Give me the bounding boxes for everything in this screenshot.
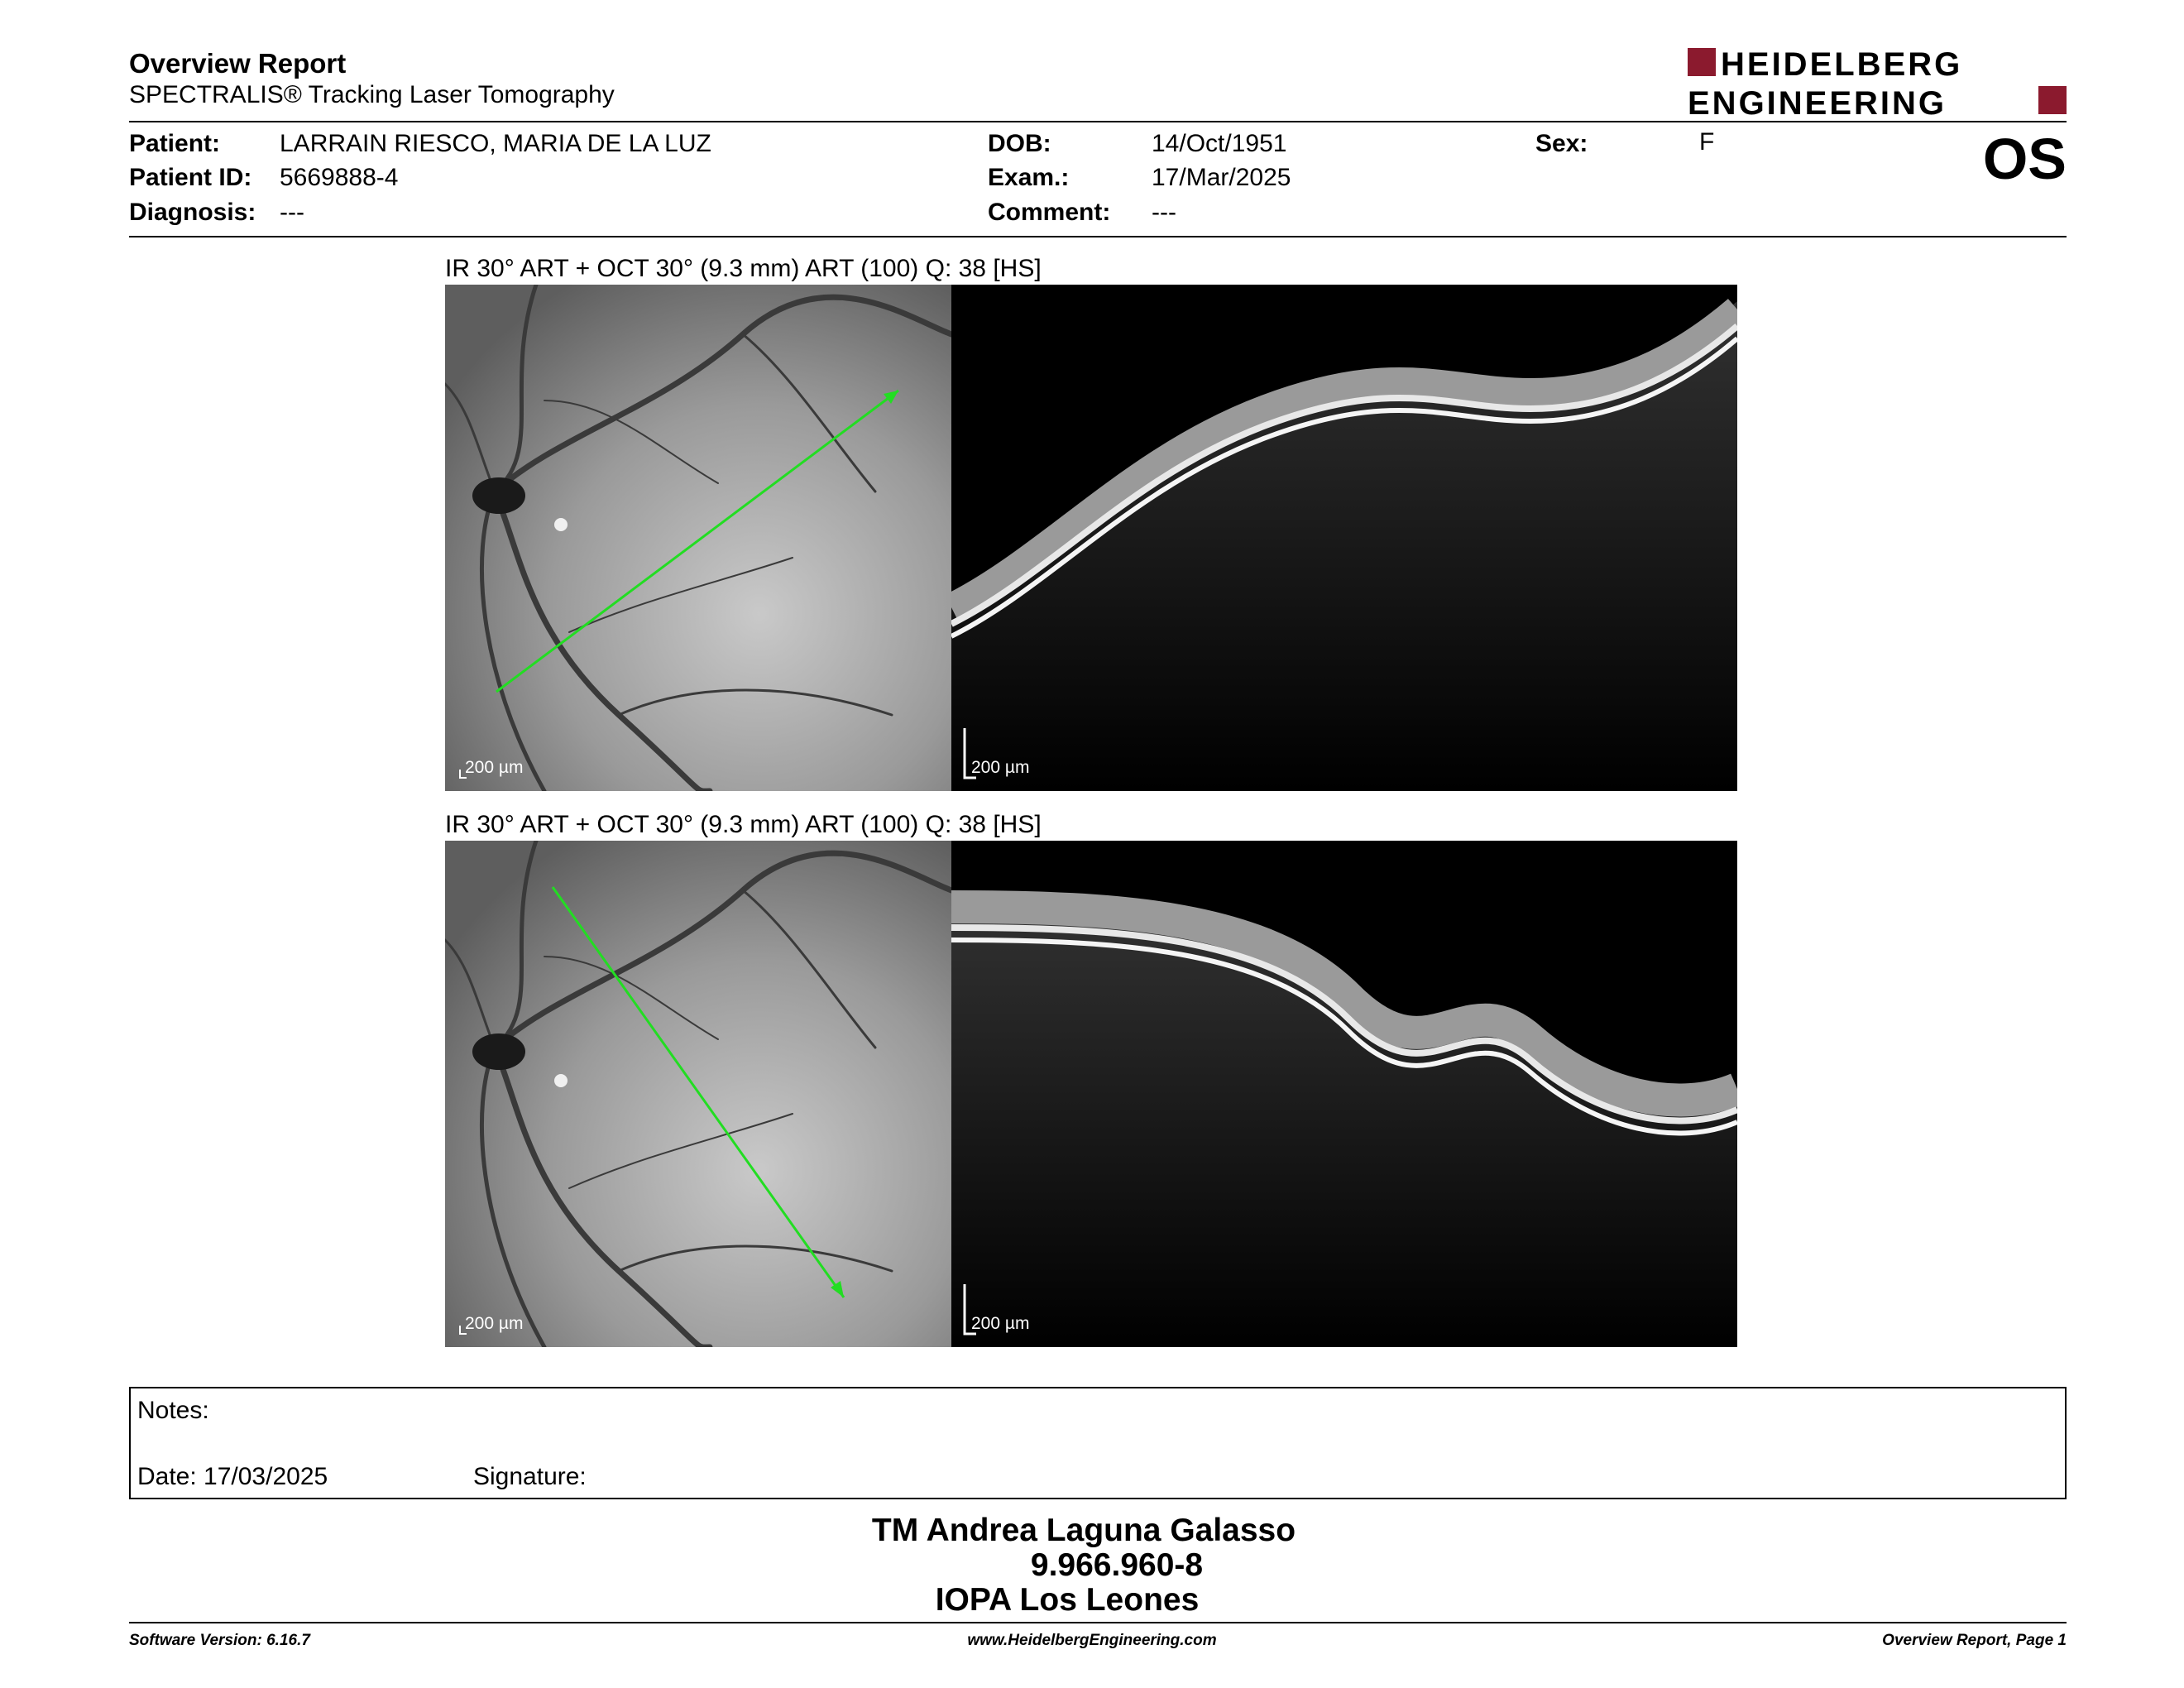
exam-label: Exam.:	[988, 164, 1070, 191]
sex-value: F	[1699, 128, 1715, 156]
patient-rule	[129, 236, 2067, 237]
diagnosis-label: Diagnosis:	[129, 199, 256, 226]
ir-scale-label: 200 µm	[465, 1314, 524, 1333]
comment-value: ---	[1152, 199, 1176, 226]
comment-label: Comment:	[988, 199, 1111, 226]
footer-rule	[129, 1622, 2067, 1623]
patient-label: Patient:	[129, 130, 221, 157]
oct-bscan-image	[951, 841, 1737, 1347]
oct-scale-label: 200 µm	[971, 758, 1030, 777]
notes-signature-label: Signature:	[473, 1463, 587, 1490]
logo-line2: ENGINEERING	[1688, 85, 1947, 117]
logo-line1: HEIDELBERG	[1721, 46, 1963, 83]
exam-value: 17/Mar/2025	[1152, 164, 1291, 191]
scan-caption: IR 30° ART + OCT 30° (9.3 mm) ART (100) Q: 38 [HS]	[445, 255, 1042, 282]
report-title: Overview Report	[129, 48, 347, 79]
signer-name: TM Andrea Laguna Galasso	[871, 1513, 1296, 1548]
software-version: Software Version: 6.16.7	[129, 1632, 310, 1649]
patient-id-value: 5669888-4	[280, 164, 399, 191]
sex-label: Sex:	[1535, 130, 1588, 157]
notes-label: Notes:	[137, 1397, 209, 1424]
patient-id-label: Patient ID:	[129, 164, 252, 191]
dob-value: 14/Oct/1951	[1152, 130, 1287, 157]
heidelberg-logo	[1688, 45, 2067, 117]
notes-date: Date: 17/03/2025	[137, 1463, 328, 1490]
signer-id: 9.966.960-8	[1030, 1547, 1204, 1583]
diagnosis-value: ---	[280, 199, 304, 226]
notes-box	[129, 1387, 2067, 1499]
header-rule	[129, 121, 2067, 122]
oct-bscan-image	[951, 285, 1737, 791]
ir-fundus-image	[445, 285, 951, 791]
patient-name: LARRAIN RIESCO, MARIA DE LA LUZ	[280, 130, 711, 157]
report-subtitle: SPECTRALIS® Tracking Laser Tomography	[129, 81, 615, 108]
oct-scale-label: 200 µm	[971, 1314, 1030, 1333]
scan-caption: IR 30° ART + OCT 30° (9.3 mm) ART (100) Q: 38 [HS]	[445, 811, 1042, 838]
website-link[interactable]: www.HeidelbergEngineering.com	[967, 1632, 1217, 1649]
dob-label: DOB:	[988, 130, 1051, 157]
eye-label: OS	[1982, 127, 2067, 191]
signer-org: IOPA Los Leones	[935, 1582, 1200, 1618]
ir-fundus-image	[445, 841, 951, 1347]
ir-scale-label: 200 µm	[465, 758, 524, 777]
page-indicator: Overview Report, Page 1	[1882, 1632, 2067, 1649]
